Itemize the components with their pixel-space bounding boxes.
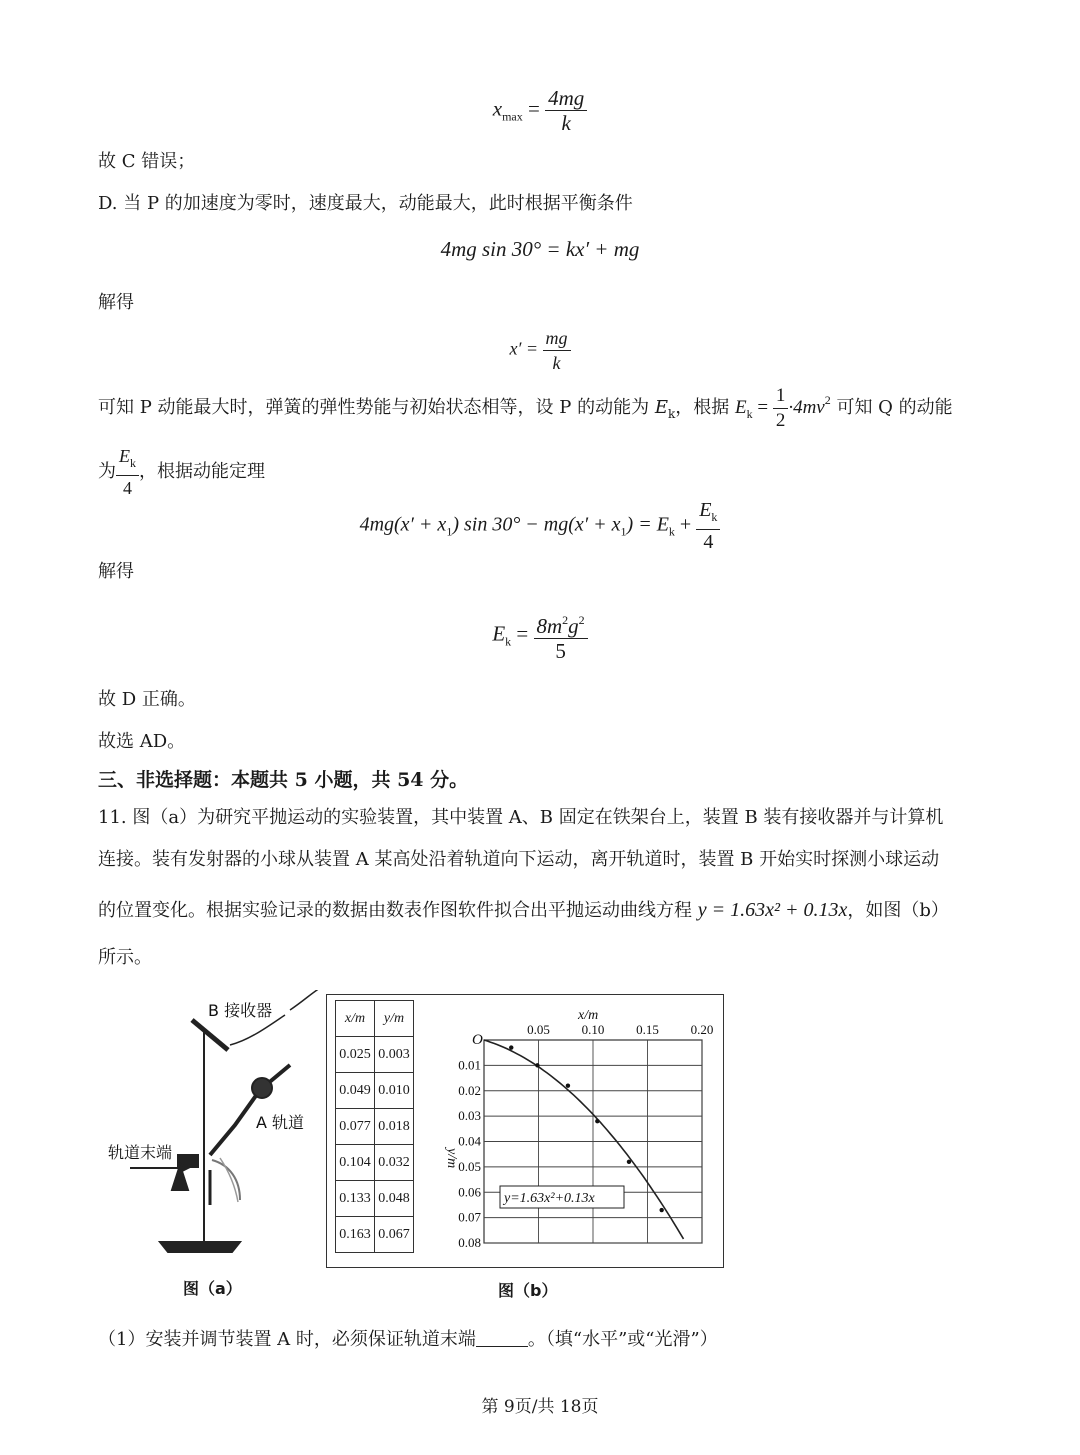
table-row [336,1145,414,1181]
data-point [659,1208,663,1212]
q11-line3: 的位置变化。根据实验记录的数据由数表作图软件拟合出平抛运动曲线方程 y = 1.63x² + 0.13x，如图（b） [98,899,949,921]
trajectory-chart [440,998,720,1260]
equation-xprime: x′ = $\frac{mg}{k}$ [0,326,1080,375]
table-row [336,1217,414,1253]
table-cell: 0.077 [336,1109,375,1145]
x-tick-label: 0.05 [527,1022,550,1037]
x-axis-label: x/m [578,1008,599,1023]
solve-label-2: 解得 [98,561,134,582]
table-cell: 0.048 [375,1181,414,1217]
answer-blank[interactable] [476,1328,528,1347]
chart-ticks [458,1022,713,1250]
y-tick-label: 0.07 [458,1209,481,1225]
equation-xmax: $x_{max}$ = $\frac{4mg}{k}$ [0,86,1080,135]
caption-figure-b: 图（b） [498,1281,558,1300]
caption-figure-a: 图（a） [183,1279,242,1298]
table-header-x: x/m [336,1001,375,1037]
fit-curve [484,1040,684,1239]
paragraph-ek-line2: 为 $\frac{E_k}{4}$ ，根据动能定理 [98,446,265,498]
table-cell: 0.018 [375,1109,414,1145]
y-tick-label: 0.05 [458,1158,481,1174]
x-tick-label: 0.20 [690,1022,714,1037]
table-row [336,1109,414,1145]
data-point [509,1045,513,1049]
line-answer: 故选 AD。 [98,731,186,752]
label-track-end: 轨道末端 [108,1143,173,1162]
y-tick-label: 0.01 [458,1057,481,1073]
y-tick-label: 0.03 [458,1108,481,1124]
equation-ek: $E_k$ = $\frac{8m^2g^2}{5}$ [0,608,1080,663]
table-cell: 0.163 [336,1217,375,1253]
equation-energy: $4mg(x' + x_1)$ $\sin 30^\circ - mg(x' + x_1) = E_k$ + $\frac{E_k}{4}$ [0,498,1080,554]
table-cell: 0.104 [336,1145,375,1181]
y-tick-label: 0.08 [458,1235,481,1250]
table-cell: 0.032 [375,1145,414,1181]
data-point [595,1119,599,1123]
equation-balance: 4mg sin 30° = kx′ + mg [440,237,640,261]
label-receiver: B 接收器 [208,1001,273,1020]
table-header-y: y/m [375,1001,414,1037]
q11-line1: 11. 图（a）为研究平抛运动的实验装置，其中装置 A、B 固定在铁架台上，装置 B 装有接收器并与计算机 [98,807,944,828]
label-track: A 轨道 [256,1113,305,1132]
y-tick-label: 0.06 [458,1184,481,1200]
table-row [336,1037,414,1073]
table-cell: 0.010 [375,1073,414,1109]
data-point [627,1160,631,1164]
q11-line2: 连接。装有发射器的小球从装置 A 某高处沿着轨道向下运动，离开轨道时，装置 B 开始实时探测小球运动 [98,849,940,870]
sub-question-1: （1）安装并调节装置 A 时，必须保证轨道末端 。（填“水平”或“光滑”） [98,1329,718,1350]
equation-label: y=1.63x²+0.13x [504,1191,595,1206]
table-row [336,1073,414,1109]
y-tick-label: 0.02 [458,1082,481,1098]
table-header-row [336,1001,414,1037]
table-cell: 0.067 [375,1217,414,1253]
origin-label: O [472,1032,483,1048]
chart-grid [484,1040,702,1243]
apparatus-illustration [100,990,330,1270]
table-cell: 0.133 [336,1181,375,1217]
x-tick-label: 0.15 [636,1022,659,1037]
solve-label-1: 解得 [98,292,134,313]
line-d-correct: 故 D 正确。 [98,689,196,710]
y-axis-label: y/m [444,1148,459,1169]
data-point [566,1083,570,1087]
table-cell: 0.003 [375,1037,414,1073]
line-d-intro: D. 当 P 的加速度为零时，速度最大，动能最大，此时根据平衡条件 [98,193,633,214]
page-footer: 第 9页/共 18页 [481,1397,599,1417]
q11-line4: 所示。 [98,947,152,968]
section-heading: 三、非选择题：本题共 5 小题，共 54 分。 [98,769,469,791]
data-point [535,1063,539,1067]
table-cell: 0.049 [336,1073,375,1109]
y-tick-label: 0.04 [458,1133,481,1149]
table-row [336,1181,414,1217]
line-c-wrong: 故 C 错误； [98,151,196,172]
paragraph-ek-line1: 可知 P 动能最大时，弹簧的弹性势能与初始状态相等，设 P 的动能为 $E_k$，根据 $E_k$ = $\frac{1}{2}$ $\cdot 4mv^2$ 可知 Q 的动能 [98,385,953,431]
table-cell: 0.025 [336,1037,375,1073]
data-table [335,1000,414,1253]
x-tick-label: 0.10 [581,1022,605,1037]
